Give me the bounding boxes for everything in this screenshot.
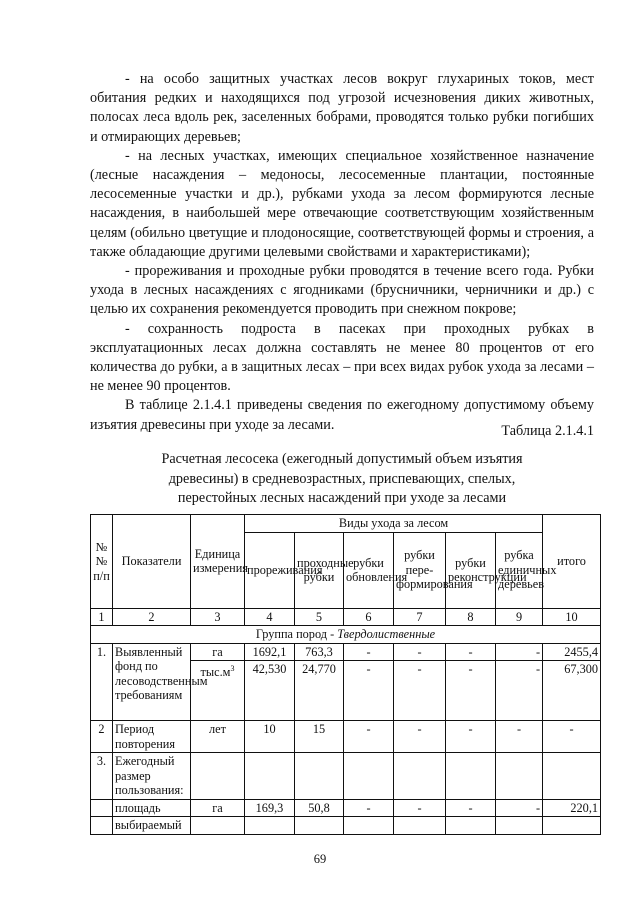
empty-cell [446,753,496,800]
table-title-line: древесины) в средневозрастных, приспевающих, спелых, [168,470,516,487]
paragraph: - сохранность подроста в пасеках при проходных рубках в эксплуатационных лесах должна составлять не менее 80 процентов от его количества до рубки, а в защитных лесах – при всех видах рубок ухода за лесами – не менее 90 процентов. [90,320,594,395]
table-caption: Таблица 2.1.4.1 [501,423,594,439]
row-num: 2 [91,721,113,753]
cell-value: - [394,661,446,721]
cell-value: - [344,643,394,661]
paragraph: - прореживания и проходные рубки проводятся в течение всего года. Рубки ухода в лесных насаждениях с ягодниками (брусничники, черничники и др.) с целью их сохранения рекомендуется проводить при снежном покрове; [90,263,594,318]
header-care-types: Виды ухода за лесом [245,515,543,533]
column-number: 8 [446,608,496,626]
header-thinning: прореживания [245,532,295,608]
header-total: итого [543,515,601,609]
cell-value: 1692,1 [245,643,295,661]
row-name: Выявленный фонд по лесоводственным требованиям [113,643,191,721]
header-single-tree-cutting: рубка единичных деревьев [496,532,543,608]
column-number: 9 [496,608,543,626]
unit-text: тыс.м [200,665,231,680]
cell-value: - [344,721,394,753]
cell-value: - [496,661,543,721]
cell-value: - [394,643,446,661]
cell-value: 10 [245,721,295,753]
paragraph: В таблице 2.1.4.1 приведены сведения по ежегодному допустимому объему изъятия древесины при уходе за лесами. [90,397,594,433]
empty-cell [191,817,245,835]
empty-cell [394,817,446,835]
cell-value: - [446,661,496,721]
cutting-table [90,514,601,835]
empty-cell [91,817,113,835]
row-unit: га [191,643,245,661]
empty-cell [496,753,543,800]
paragraph: - на особо защитных участках лесов вокруг глухариных токов, мест обитания редких и находящихся под угрозой исчезновения диких животных, полосах леса вдоль рек, заселенных бобрами, проводятся только рубки погибших и отмирающих деревьев; [90,71,594,145]
cell-value: - [394,721,446,753]
header-indicator: Показатели [113,515,191,609]
column-number: 3 [191,608,245,626]
cell-total: 220,1 [543,799,601,817]
empty-cell [394,753,446,800]
empty-cell [191,753,245,800]
body-text [90,70,594,435]
column-number: 2 [113,608,191,626]
header-reconstruction-cutting: рубки реконструкции [446,532,496,608]
header-renewal-cutting: рубки обновления [344,532,394,608]
cell-value: - [344,661,394,721]
cell-value: 24,770 [295,661,344,721]
cell-value: - [446,643,496,661]
header-reformation-cutting: рубки пере-формирования [394,532,446,608]
row-num: 3. [91,753,113,800]
empty-cell [245,753,295,800]
group-label: Группа пород - [255,627,335,641]
cell-total: - [543,721,601,753]
column-number: 10 [543,608,601,626]
empty-cell [446,817,496,835]
column-number: 1 [91,608,113,626]
row-unit [191,661,245,721]
page-number: 69 [313,852,327,866]
header-passage-cutting: проходные рубки [295,532,344,608]
paragraph: - на лесных участках, имеющих специальное хозяйственное назначение (лесные насаждения – медоносы, лесосеменные плантации, постоянные лесосеменные участки и др.), рубками ухода за лесом формируются лесные насаждения, в наибольшей мере отвечающие соответствующим хозяйственным целям (обильно цветущие и плодоносящие, соответствующей формы и строения, а также обладающие другими целевыми свойствами и характеристиками); [90,147,594,260]
empty-cell [295,753,344,800]
cell-value: 15 [295,721,344,753]
header-num: № № п/п [91,515,113,609]
cell-value: 169,3 [245,799,295,817]
row-unit: га [191,799,245,817]
cell-value: - [446,721,496,753]
cell-value: - [496,799,543,817]
cell-value: - [496,721,543,753]
empty-cell [543,753,601,800]
row-name: площадь [113,799,191,817]
cell-value: - [344,799,394,817]
cell-value: - [394,799,446,817]
cell-value: 763,3 [295,643,344,661]
table-title [90,450,594,509]
column-number: 7 [394,608,446,626]
empty-cell [543,817,601,835]
cell-total: 67,300 [543,661,601,721]
row-name: Период повторения [113,721,191,753]
column-number: 6 [344,608,394,626]
column-number: 4 [245,608,295,626]
empty-cell [344,817,394,835]
cell-value: 42,530 [245,661,295,721]
unit-superscript: 3 [230,664,235,673]
cell-total: 2455,4 [543,643,601,661]
column-number: 5 [295,608,344,626]
cell-value: - [446,799,496,817]
cell-value: 50,8 [295,799,344,817]
row-name: Ежегодный размер пользования: [113,753,191,800]
group-name: Твердолиственные [337,627,436,641]
species-group-row [91,626,601,644]
empty-cell [496,817,543,835]
row-unit: лет [191,721,245,753]
table-title-line: Расчетная лесосека (ежегодный допустимый объем изъятия [161,451,523,467]
empty-cell [344,753,394,800]
header-unit: Единица измерения [191,515,245,609]
row-name: выбираемый [113,817,191,835]
cell-value: - [496,643,543,661]
empty-cell [91,799,113,817]
empty-cell [295,817,344,835]
table-title-line: перестойных лесных насаждений при уходе за лесами [177,490,507,506]
empty-cell [245,817,295,835]
row-num: 1. [91,643,113,721]
